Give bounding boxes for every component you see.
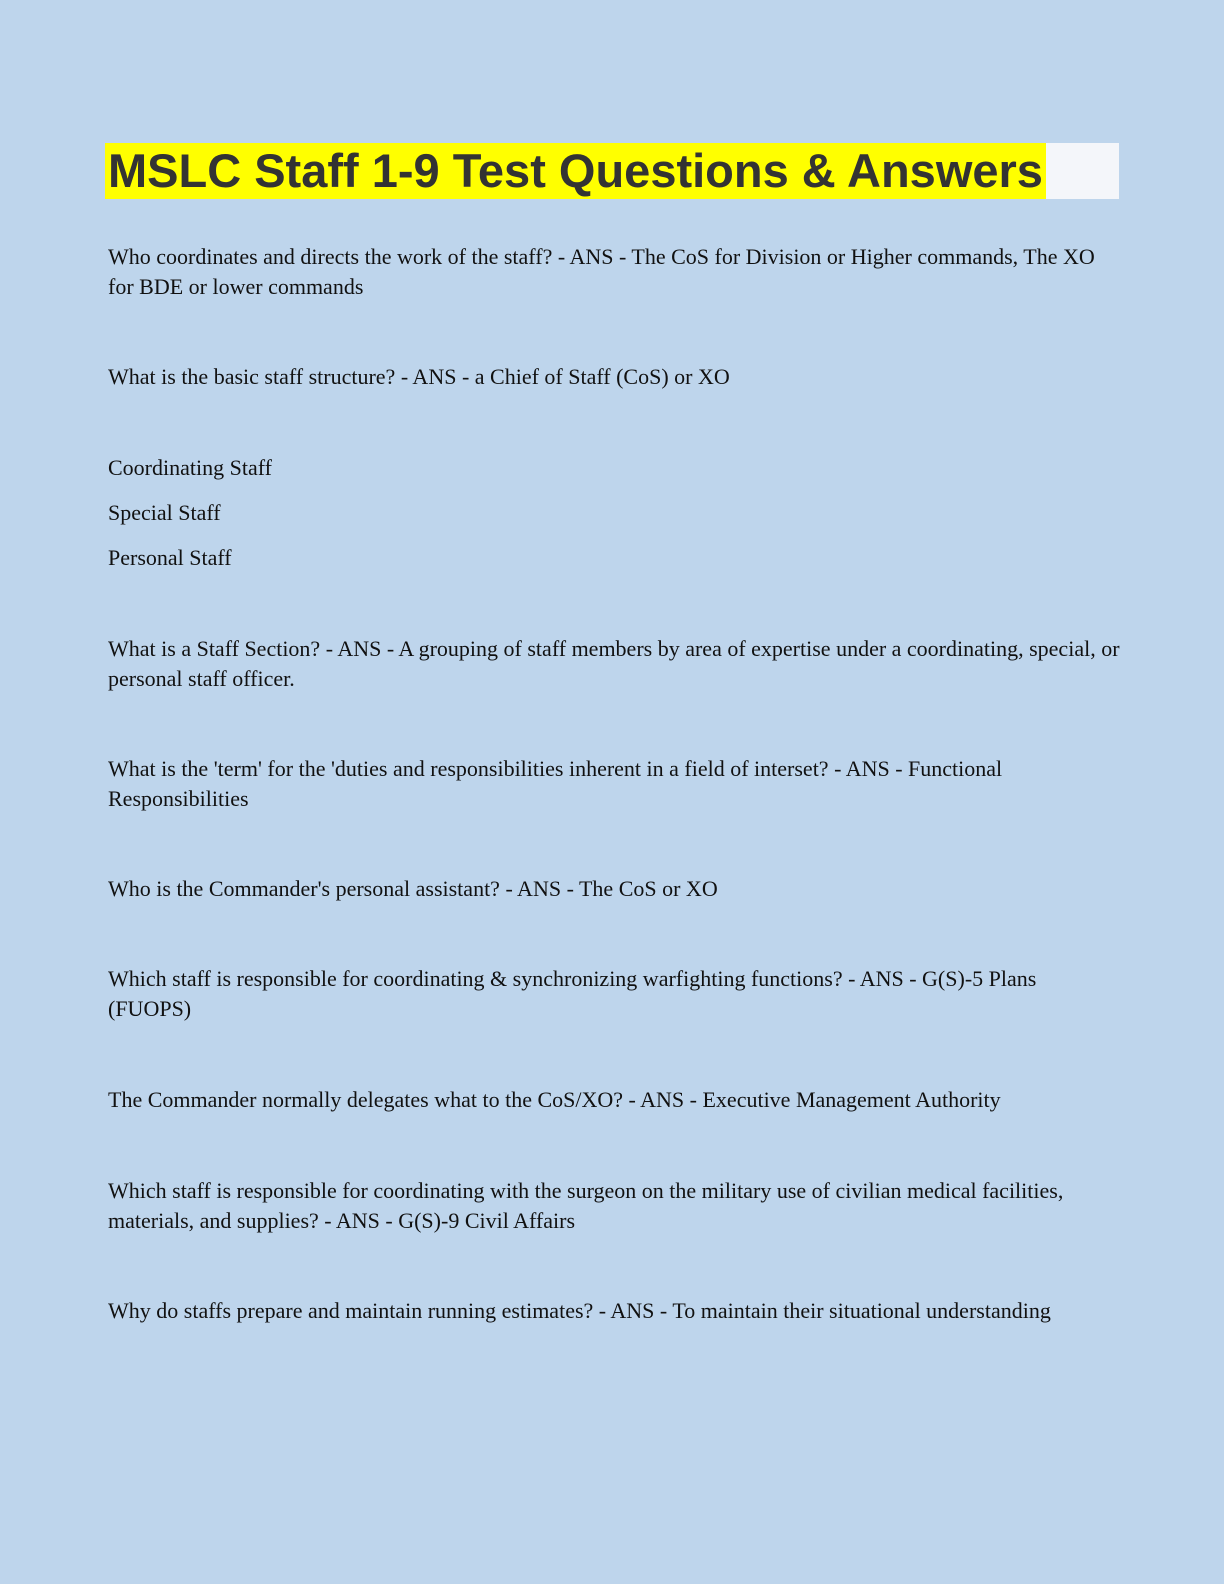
qa-item-4: What is the 'term' for the 'duties and responsibilities inherent in a field of interset? - ANS - Functional Responsibilities: [108, 756, 1003, 811]
qa-item-6: Which staff is responsible for coordinating & synchronizing warfighting functions? - ANS - G(S)-5 Plans (FUOPS): [108, 966, 1037, 1021]
qa-item-2: What is the basic staff structure? - ANS - a Chief of Staff (CoS) or XO: [108, 364, 730, 389]
structure-item-special: Special Staff: [108, 500, 221, 525]
qa-item-5: Who is the Commander's personal assistant? - ANS - The CoS or XO: [108, 876, 718, 901]
qa-item-3: What is a Staff Section? - ANS - A grouping of staff members by area of expertise under a coordinating, special, or personal staff officer.: [108, 636, 1120, 691]
qa-item-9: Why do staffs prepare and maintain running estimates? - ANS - To maintain their situational understanding: [108, 1298, 1051, 1323]
qa-item-1: Who coordinates and directs the work of the staff? - ANS - The CoS for Division or Higher commands, The XO for BDE or lower commands: [108, 244, 1095, 299]
structure-item-personal: Personal Staff: [108, 545, 232, 570]
qa-item-7: The Commander normally delegates what to the CoS/XO? - ANS - Executive Management Authority: [108, 1087, 1001, 1112]
title-box: [105, 143, 1119, 199]
structure-item-coordinating: Coordinating Staff: [108, 455, 272, 480]
qa-item-8: Which staff is responsible for coordinating with the surgeon on the military use of civilian medical facilities, materials, and supplies? - ANS - G(S)-9 Civil Affairs: [108, 1178, 1064, 1233]
document-title: MSLC Staff 1-9 Test Questions & Answers: [105, 143, 1046, 199]
